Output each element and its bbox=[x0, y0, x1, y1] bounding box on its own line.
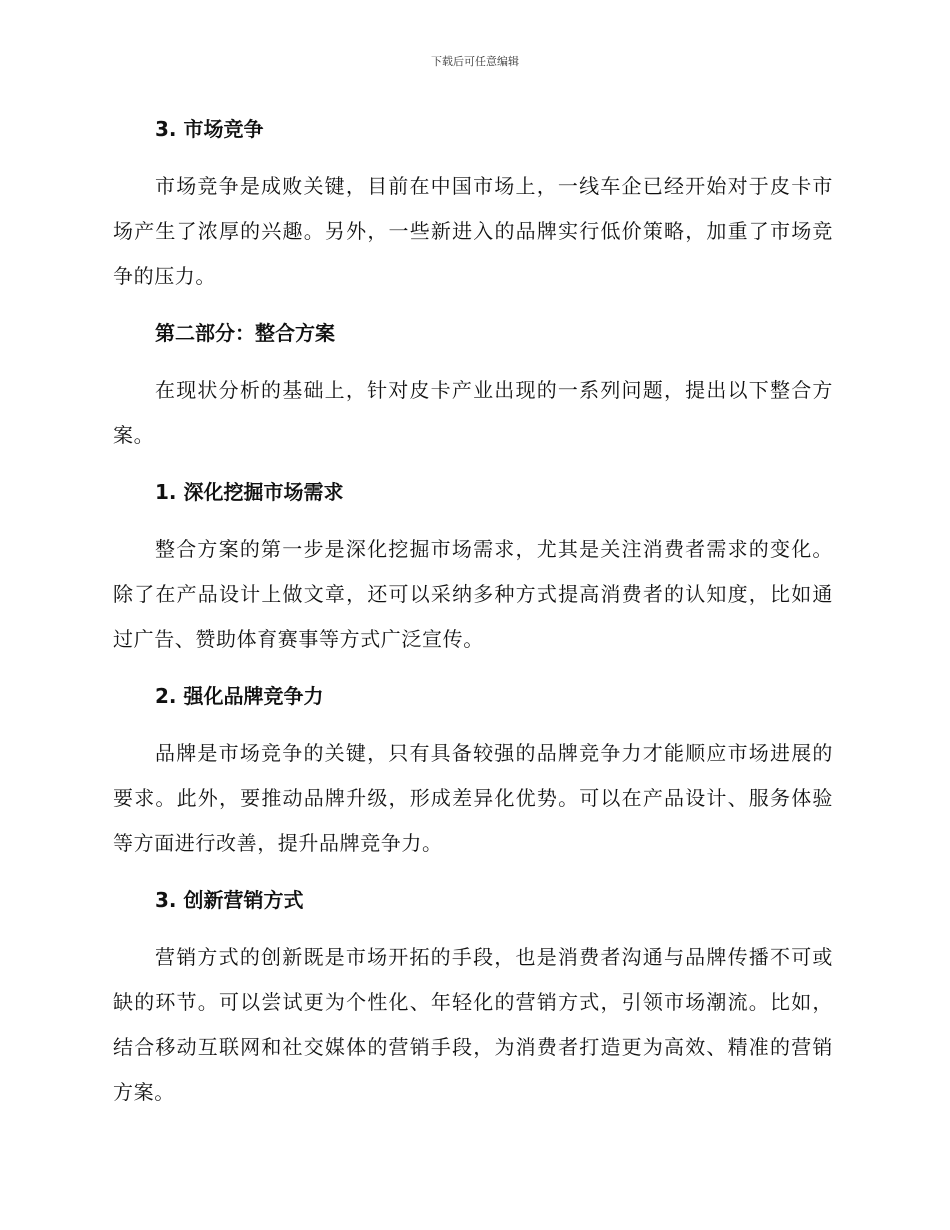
paragraph-market-demand: 整合方案的第一步是深化挖掘市场需求，尤其是关注消费者需求的变化。除了在产品设计上做文章，还可以采纳多种方式提高消费者的认知度，比如通过广告、赞助体育赛事等方式广泛宣传。 bbox=[113, 537, 833, 651]
paragraph-marketing: 营销方式的创新既是市场开拓的手段，也是消费者沟通与品牌传播不可或缺的环节。可以尝试更为个性化、年轻化的营销方式，引领市场潮流。比如，结合移动互联网和社交媒体的营销手段，为消费者打造更为高效、精准的营销方案。 bbox=[113, 945, 833, 1104]
page-header-note: 下载后可任意编辑 bbox=[431, 55, 519, 68]
paragraph-market-competition: 市场竞争是成败关键，目前在中国市场上，一线车企已经开始对于皮卡市场产生了浓厚的兴趣。另外，一些新进入的品牌实行低价策略，加重了市场竞争的压力。 bbox=[113, 174, 833, 288]
section-heading-brand: 2. 强化品牌竞争力 bbox=[155, 684, 324, 708]
section-heading-marketing: 3. 创新营销方式 bbox=[155, 888, 304, 912]
section-heading-market-competition: 3. 市场竞争 bbox=[155, 117, 264, 141]
paragraph-brand: 品牌是市场竞争的关键，只有具备较强的品牌竞争力才能顺应市场进展的要求。此外，要推动品牌升级，形成差异化优势。可以在产品设计、服务体验等方面进行改善，提升品牌竞争力。 bbox=[113, 741, 833, 855]
paragraph-part-two: 在现状分析的基础上，针对皮卡产业出现的一系列问题，提出以下整合方案。 bbox=[113, 378, 833, 447]
section-heading-part-two: 第二部分：整合方案 bbox=[155, 321, 335, 345]
document-body bbox=[113, 108, 833, 1115]
section-heading-market-demand: 1. 深化挖掘市场需求 bbox=[155, 480, 344, 504]
